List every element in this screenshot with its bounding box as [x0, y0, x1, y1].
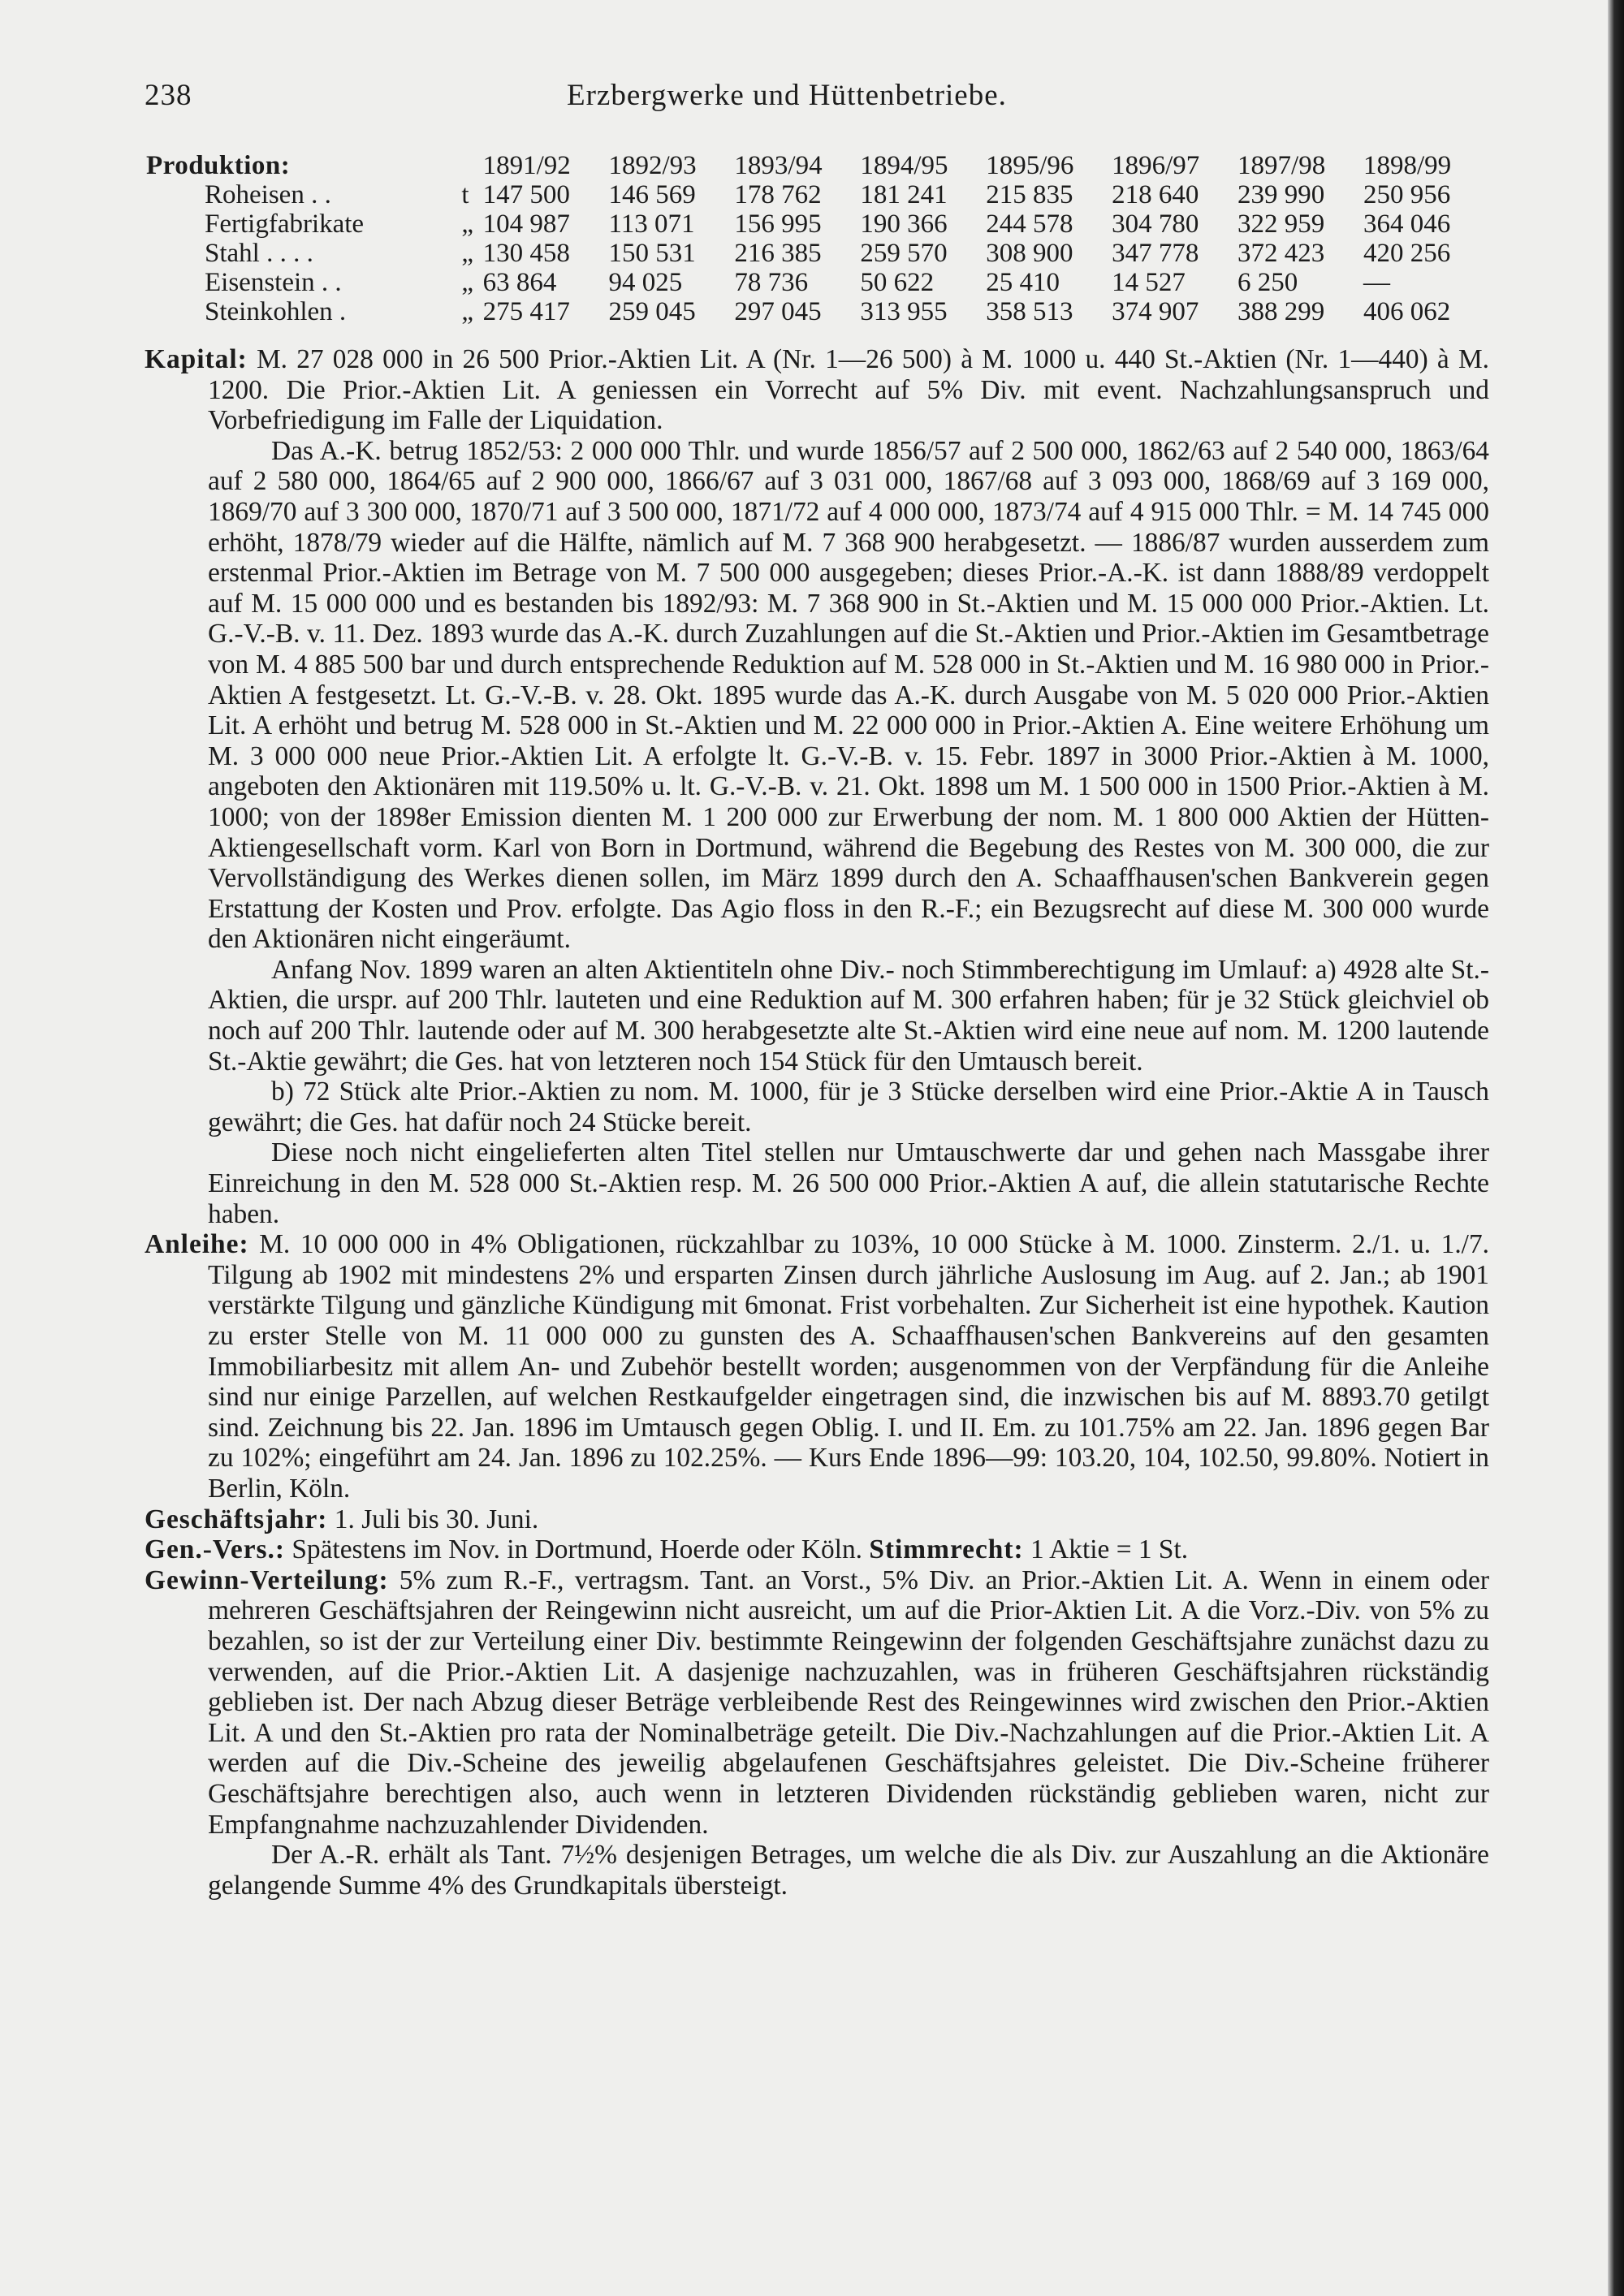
genvers-section	[145, 1534, 1489, 1565]
table-cell: 239 990	[1237, 180, 1325, 209]
row-unit: „	[461, 268, 474, 297]
table-cell: 113 071	[608, 209, 695, 239]
anleihe-paragraph: M. 10 000 000 in 4% Obligationen, rückzahlbar zu 103%, 10 000 Stücke à M. 1000. Zinsterm. 2./1. u. 1./7. Tilgung ab 1902 mit mindestens 2% und ersparten Zinsen durch jährliche Auslosung im Aug. auf 2. Jan.; ab 1901 verstärkte Tilgung und gänzliche Kündigung mit 6monat. Frist vorbehalten. Zur Sicherheit ist eine hypothek. Kaution zu erster Stelle von M. 11 000 000 zu gunsten des A. Schaaffhausen'schen Bankvereins auf den gesamten Immobiliarbesitz mit allem An- und Zubehör bestellt worden; ausgenommen von der Verpfändung für die Anleihe sind nur einige Parzellen, auf welchen Restkaufgelder eingetragen sind, die inzwischen bis auf M. 8893.70 getilgt sind. Zeichnung bis 22. Jan. 1896 im Umtausch gegen Oblig. I. und II. Em. zu 101.75% am 22. Jan. 1896 gegen Bar zu 102%; eingeführt am 24. Jan. 1896 zu 102.25%. — Kurs Ende 1896—99: 103.20, 104, 102.50, 99.80%. Notiert in Berlin, Köln.	[208, 1229, 1489, 1504]
table-cell: 104 987	[482, 209, 570, 239]
table-cell: 322 959	[1237, 209, 1325, 239]
kapital-section	[145, 344, 1489, 436]
stimmrecht-text: 1 Aktie = 1 St.	[1030, 1534, 1189, 1565]
scan-edge	[1608, 0, 1624, 2296]
anleihe-section	[145, 1229, 1489, 1504]
table-cell: 130 458	[482, 239, 570, 268]
table-cell: 304 780	[1112, 209, 1199, 239]
table-cell: 347 778	[1112, 239, 1199, 268]
table-cell: 313 955	[860, 297, 948, 326]
table-cell: 181 241	[860, 180, 948, 209]
table-cell: 218 640	[1112, 180, 1199, 209]
table-cell: 358 513	[986, 297, 1073, 326]
year-header: 1891/92	[482, 151, 571, 180]
production-table	[146, 151, 1489, 326]
table-cell: 364 046	[1363, 209, 1451, 239]
table-cell: 25 410	[986, 268, 1060, 297]
table-cell: 146 569	[608, 180, 696, 209]
kapital-paragraph: M. 27 028 000 in 26 500 Prior.-Aktien Lit. A (Nr. 1—26 500) à M. 1000 u. 440 St.-Aktien (Nr. 1—440) à M. 1200. Die Prior.-Aktien Lit. A geniessen ein Vorrecht auf 5% Div. mit event. Nachzahlungsanspruch und Vorbefriedigung im Falle der Liquidation.	[208, 344, 1489, 436]
table-row	[146, 180, 1489, 209]
table-cell: 156 995	[734, 209, 822, 239]
table-row	[146, 297, 1489, 326]
kapital-titel-paragraph: Diese noch nicht eingelieferten alten Titel stellen nur Umtauschwerte dar und gehen nach Massgabe ihrer Einreichung in den M. 528 000 St.-Aktien resp. M. 26 500 000 Prior.-Aktien A auf, die allein statutarische Rechte haben.	[208, 1137, 1489, 1229]
stimmrecht-label: Stimmrecht:	[869, 1534, 1024, 1565]
body-text	[145, 344, 1489, 1901]
year-header: 1896/97	[1112, 151, 1200, 180]
row-label: Steinkohlen .	[205, 297, 347, 326]
table-cell: 406 062	[1363, 297, 1451, 326]
geschaeftsjahr-section	[145, 1504, 1489, 1535]
page-header	[145, 78, 1489, 127]
gewinn-paragraph: 5% zum R.-F., vertragsm. Tant. an Vorst., 5% Div. an Prior.-Aktien Lit. A. Wenn in einem oder mehreren Geschäftsjahren der Reingewinn nicht ausreicht, um auf die Prior-Aktien Lit. A die Vorz.-Div. von 5% zu bezahlen, so ist der zur Verteilung einer Div. bestimmte Reingewinn der folgenden Geschäftsjahre zunächst dazu zu verwenden, auf die Prior.-Aktien Lit. A dasjenige nachzuzahlen, was in früheren Geschäftsjahren rückständig geblieben ist. Der nach Abzug dieser Beträge verbleibende Rest des Reingewinnes wird zwischen den Prior.-Aktien Lit. A und den St.-Aktien pro rata der Nominalbeträge geteilt. Die Div.-Nachzahlungen auf die Prior.-Aktien Lit. A werden auf die Div.-Scheine des jeweilig abgelaufenen Geschäftsjahres geleistet. Die Div.-Scheine früherer Geschäftsjahre berechtigen also, auch wenn in letzteren Dividenden rückständig geblieben waren, nicht zur Empfangnahme nachzuzahlender Dividenden.	[208, 1564, 1489, 1840]
gewinn-section	[145, 1565, 1489, 1840]
row-label: Stahl . . . .	[205, 239, 313, 268]
table-cell: 190 366	[860, 209, 948, 239]
kapital-history-paragraph: Das A.-K. betrug 1852/53: 2 000 000 Thlr. und wurde 1856/57 auf 2 500 000, 1862/63 auf 2 540 000, 1863/64 auf 2 580 000, 1864/65 auf 2 900 000, 1866/67 auf 3 031 000, 1867/68 auf 3 093 000, 1868/69 auf 3 169 000, 1869/70 auf 3 300 000, 1870/71 auf 3 500 000, 1871/72 auf 4 000 000, 1873/74 auf 4 915 000 Thlr. = M. 14 745 000 erhöht, 1878/79 wieder auf die Hälfte, nämlich auf M. 7 368 900 herabgesetzt. — 1886/87 wurden ausserdem zum erstenmal Prior.-Aktien im Betrage von M. 7 500 000 ausgegeben; dieses Prior.-A.-K. ist dann 1888/89 verdoppelt auf M. 15 000 000 und es bestanden bis 1892/93: M. 7 368 900 in St.-Aktien und M. 15 000 000 Prior.-Aktien. Lt. G.-V.-B. v. 11. Dez. 1893 wurde das A.-K. durch Zuzahlungen auf die St.-Aktien und Prior.-Aktien im Gesamtbetrage von M. 4 885 500 bar und durch entsprechende Reduktion auf M. 528 000 in St.-Aktien und M. 16 980 000 in Prior.-Aktien A festgesetzt. Lt. G.-V.-B. v. 28. Okt. 1895 wurde das A.-K. durch Ausgabe von M. 5 020 000 Prior.-Aktien Lit. A erhöht und betrug M. 528 000 in St.-Aktien und M. 22 000 000 in Prior.-Aktien A. Eine weitere Erhöhung um M. 3 000 000 neue Prior.-Aktien Lit. A erfolgte lt. G.-V.-B. v. 15. Febr. 1897 in 3000 Prior.-Aktien à M. 1000, angeboten den Aktionären mit 119.50% u. lt. G.-V.-B. v. 21. Okt. 1898 um M. 1 500 000 in 1500 Prior.-Aktien à M. 1000; von der 1898er Emission dienten M. 1 200 000 zur Erwerbung der nom. M. 1 800 000 Aktien der Hütten-Aktiengesellschaft vorm. Karl von Born in Dortmund, während die Begebung des Restes von M. 300 000, die zur Vervollständigung des Werkes dienen sollen, im März 1899 durch den A. Schaaffhausen'schen Bankverein gegen Erstattung der Kosten und Prov. erfolgte. Das Agio floss in den R.-F.; ein Bezugsrecht auf diese M. 300 000 wurde den Aktionären nicht eingeräumt.	[208, 435, 1489, 955]
table-cell: 14 527	[1112, 268, 1186, 297]
table-cell: 150 531	[608, 239, 696, 268]
table-cell: 275 417	[482, 297, 570, 326]
row-unit: „	[461, 239, 474, 268]
table-cell: 63 864	[482, 268, 557, 297]
kapital-label: Kapital:	[145, 344, 248, 374]
table-row	[146, 268, 1489, 297]
table-cell: 308 900	[986, 239, 1073, 268]
anleihe-label: Anleihe:	[145, 1229, 249, 1260]
geschaeftsjahr-text: 1. Juli bis 30. Juni.	[334, 1504, 539, 1534]
running-title: Erzbergwerke und Hüttenbetriebe.	[567, 79, 1007, 112]
year-header: 1895/96	[986, 151, 1074, 180]
geschaeftsjahr-label: Geschäftsjahr:	[145, 1504, 328, 1534]
row-label: Eisenstein . .	[205, 268, 342, 297]
row-label: Roheisen . .	[205, 180, 331, 209]
table-cell: 78 736	[734, 268, 809, 297]
table-cell: 297 045	[734, 297, 822, 326]
row-label: Fertigfabrikate	[205, 209, 365, 239]
genvers-label: Gen.-Vers.:	[145, 1534, 285, 1565]
kapital-prior-paragraph: b) 72 Stück alte Prior.-Aktien zu nom. M. 1000, für je 3 Stücke derselben wird eine Prior.-Aktie A in Tausch gewährt; die Ges. hat dafür noch 24 Stücke bereit.	[208, 1077, 1489, 1137]
year-header: 1897/98	[1237, 151, 1326, 180]
production-label: Produktion:	[146, 151, 291, 180]
production-header-row	[146, 151, 1489, 180]
table-cell: 94 025	[608, 268, 683, 297]
table-cell: 372 423	[1237, 239, 1325, 268]
year-header: 1893/94	[734, 151, 823, 180]
kapital-umlauf-paragraph: Anfang Nov. 1899 waren an alten Aktientiteln ohne Div.- noch Stimmberechtigung im Umlauf: a) 4928 alte St.-Aktien, die urspr. auf 200 Thlr. lauteten und eine Reduktion auf M. 300 erfahren haben; für je 32 Stück gleichviel ob noch auf 200 Thlr. lautende oder auf M. 300 herabgesetzte alte St.-Aktien wird eine neue auf nom. M. 1200 lautende St.-Aktie gewährt; die Ges. hat von letzteren noch 154 Stück für den Umtausch bereit.	[208, 954, 1489, 1077]
table-cell: 420 256	[1363, 239, 1451, 268]
table-cell: 250 956	[1363, 180, 1451, 209]
table-cell: 215 835	[986, 180, 1073, 209]
table-cell: —	[1363, 268, 1390, 297]
page-number: 238	[145, 79, 192, 112]
table-row	[146, 209, 1489, 239]
table-cell: 388 299	[1237, 297, 1325, 326]
table-cell: 6 250	[1237, 268, 1298, 297]
table-cell: 259 570	[860, 239, 948, 268]
tantieme-paragraph: Der A.-R. erhält als Tant. 7½% desjenigen Betrages, um welche die als Div. zur Auszahlung an die Aktionäre gelangende Summe 4% des Grundkapitals übersteigt.	[208, 1840, 1489, 1901]
table-cell: 259 045	[608, 297, 696, 326]
table-cell: 216 385	[734, 239, 822, 268]
row-unit: t	[461, 180, 469, 209]
table-cell: 178 762	[734, 180, 822, 209]
document-page	[145, 78, 1489, 1901]
row-unit: „	[461, 209, 474, 239]
row-unit: „	[461, 297, 474, 326]
table-cell: 244 578	[986, 209, 1073, 239]
table-cell: 374 907	[1112, 297, 1199, 326]
year-header: 1894/95	[860, 151, 948, 180]
year-header: 1892/93	[608, 151, 697, 180]
table-row	[146, 239, 1489, 268]
gewinn-label: Gewinn-Verteilung:	[145, 1564, 389, 1595]
table-cell: 147 500	[482, 180, 570, 209]
genvers-text: Spätestens im Nov. in Dortmund, Hoerde oder Köln.	[292, 1534, 862, 1565]
year-header: 1898/99	[1363, 151, 1452, 180]
table-cell: 50 622	[860, 268, 935, 297]
